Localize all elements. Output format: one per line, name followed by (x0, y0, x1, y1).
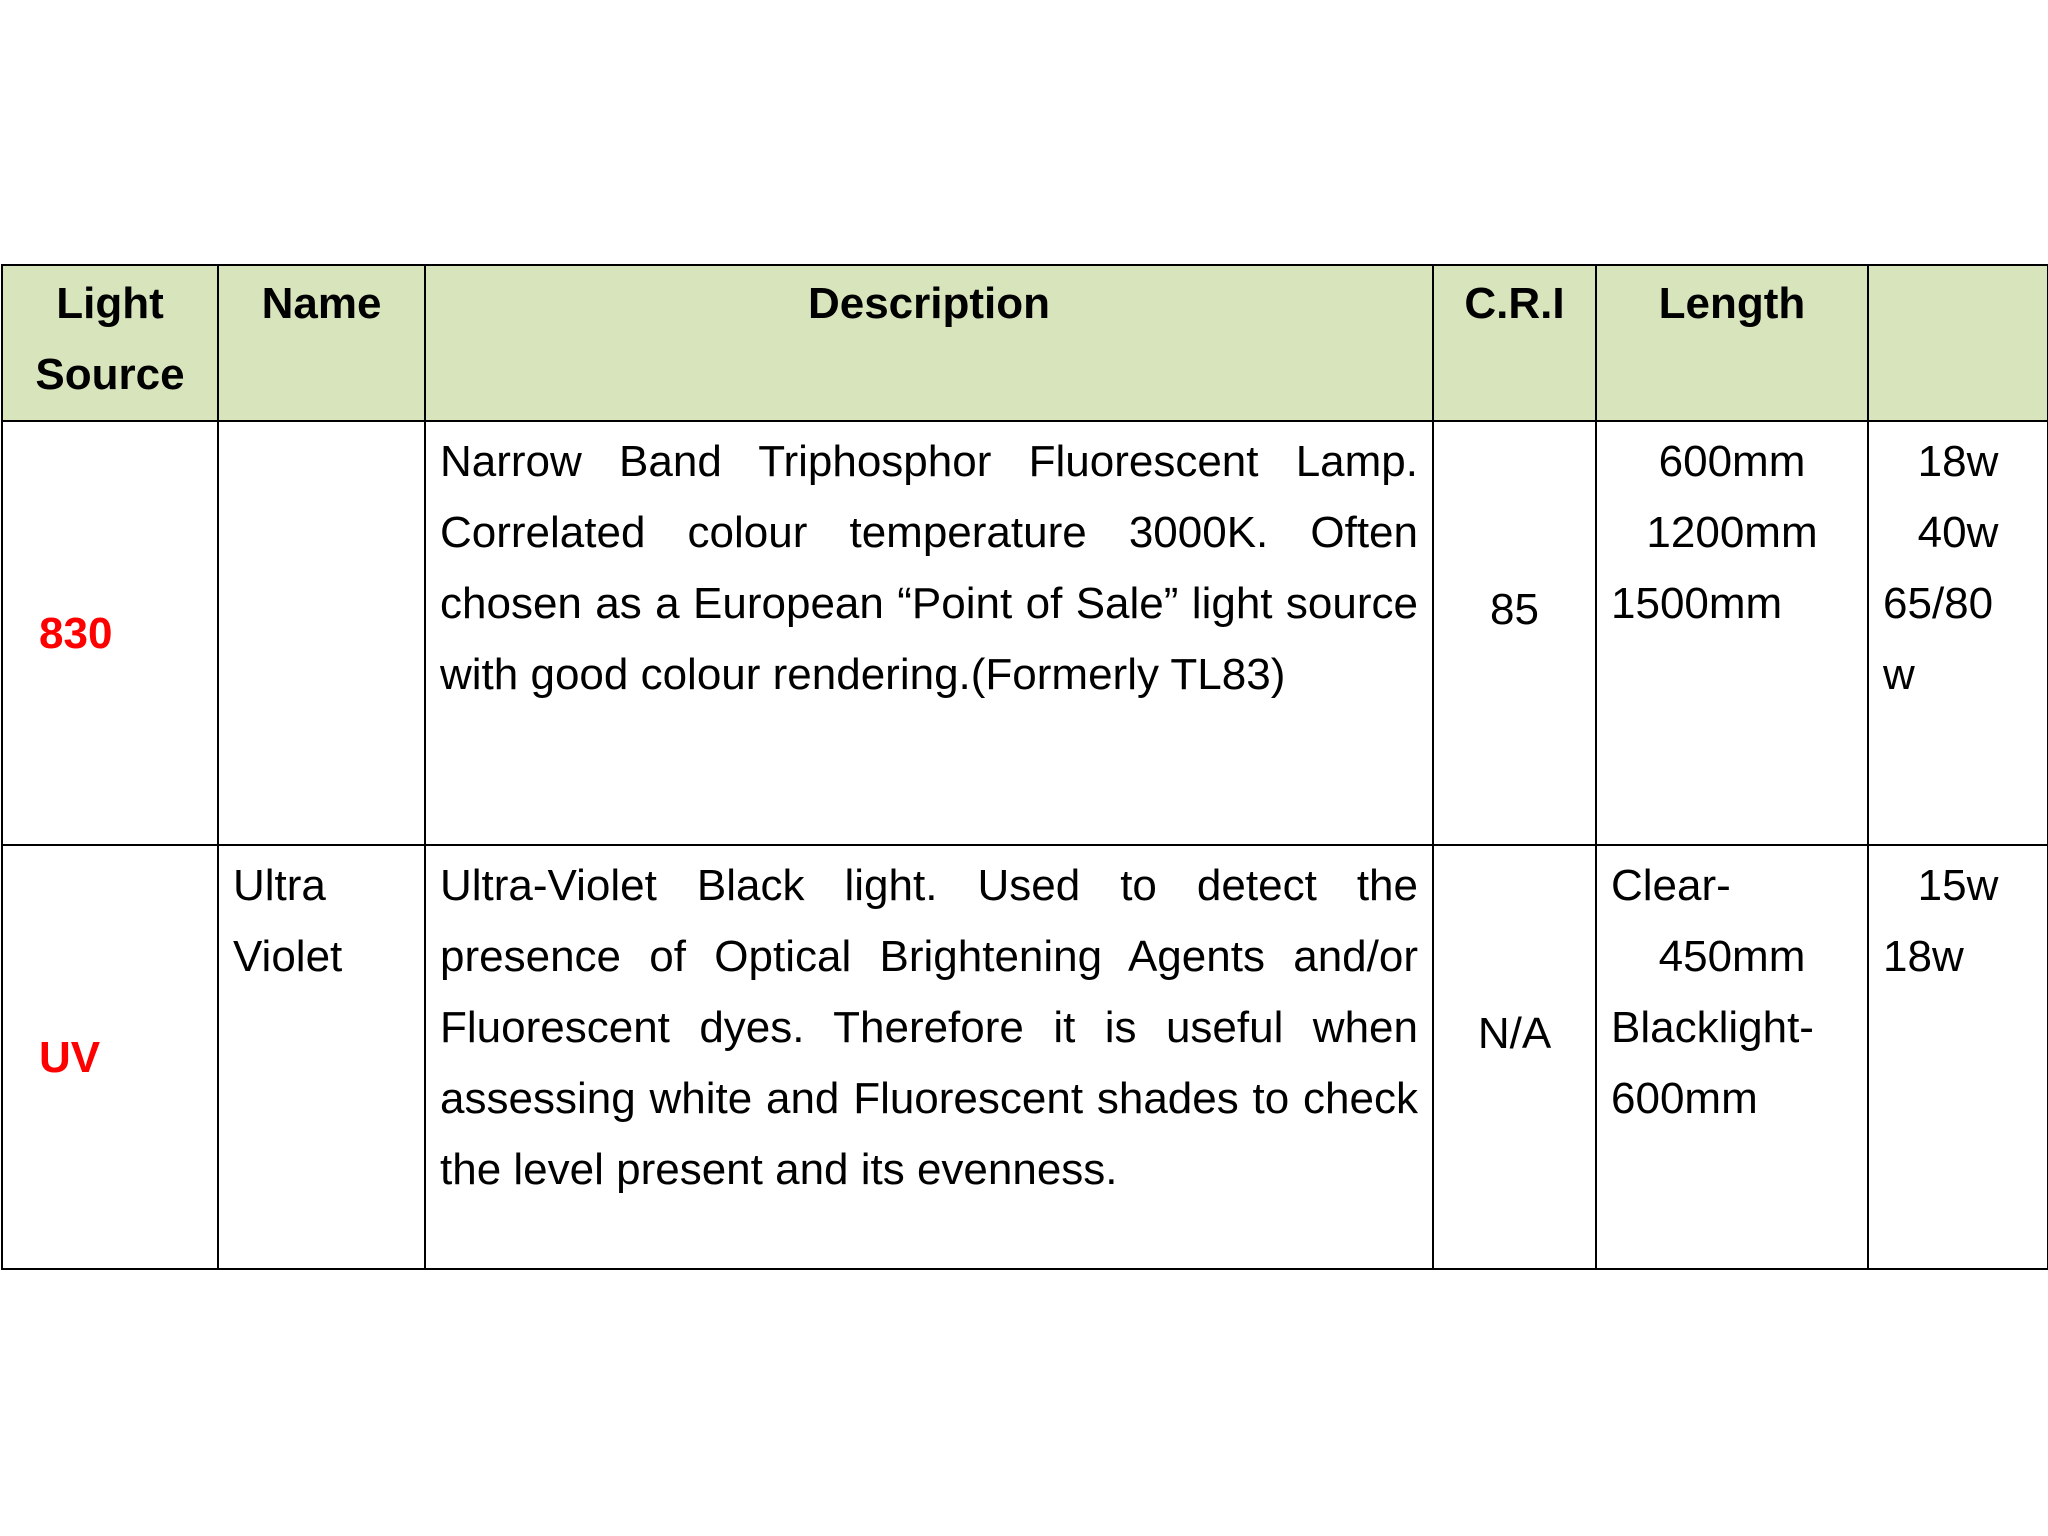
wattage-line: 18w (1883, 932, 1964, 981)
wattage-line: 15w (1917, 861, 1999, 910)
header-name: Name (218, 265, 425, 421)
header-cri: C.R.I (1433, 265, 1596, 421)
name-cell (218, 845, 425, 1269)
wattage-cell (1868, 421, 2048, 845)
table-row-uv (2, 845, 2048, 1269)
name-line: Ultra (233, 861, 326, 910)
header-length: Length (1596, 265, 1868, 421)
length-line: 450mm (1658, 932, 1806, 981)
name-cell (218, 421, 425, 845)
header-light-source: Light Source (2, 265, 218, 421)
name-line: Violet (233, 932, 343, 981)
table-header-row (2, 265, 2048, 421)
light-source-cell: UV (2, 845, 218, 1269)
table-row-830 (2, 421, 2048, 845)
wattage-line: 65/80 (1883, 579, 1994, 628)
header-description: Description (425, 265, 1433, 421)
wattage-line: w (1883, 650, 1915, 699)
lamp-spec-sheet (0, 264, 2048, 1270)
length-line: 1500mm (1611, 579, 1783, 628)
length-line: Clear- (1611, 861, 1731, 910)
length-cell (1596, 421, 1868, 845)
description-cell: Narrow Band Triphosphor Fluorescent Lamp. Correlated colour temperature 3000K. Often chosen as a European “Point of Sale” light source with good colour rendering.(Formerly TL83) (425, 421, 1433, 845)
length-line: 600mm (1611, 1074, 1758, 1123)
lamp-spec-table (1, 264, 2048, 1270)
cri-cell: 85 (1433, 421, 1596, 845)
length-line: 1200mm (1646, 508, 1818, 557)
light-source-cell: 830 (2, 421, 218, 845)
wattage-cell (1868, 845, 2048, 1269)
wattage-line: 40w (1917, 508, 1999, 557)
wattage-line: 18w (1917, 437, 1999, 486)
length-line: 600mm (1658, 437, 1806, 486)
description-cell: Ultra-Violet Black light. Used to detect the presence of Optical Brightening Agents and/or Fluorescent dyes. Therefore it is useful when assessing white and Fluorescent shades to check the level present and its evenness. (425, 845, 1433, 1269)
header-wattage (1868, 265, 2048, 421)
cri-cell: N/A (1433, 845, 1596, 1269)
length-line: Blacklight- (1611, 1003, 1814, 1052)
length-cell (1596, 845, 1868, 1269)
